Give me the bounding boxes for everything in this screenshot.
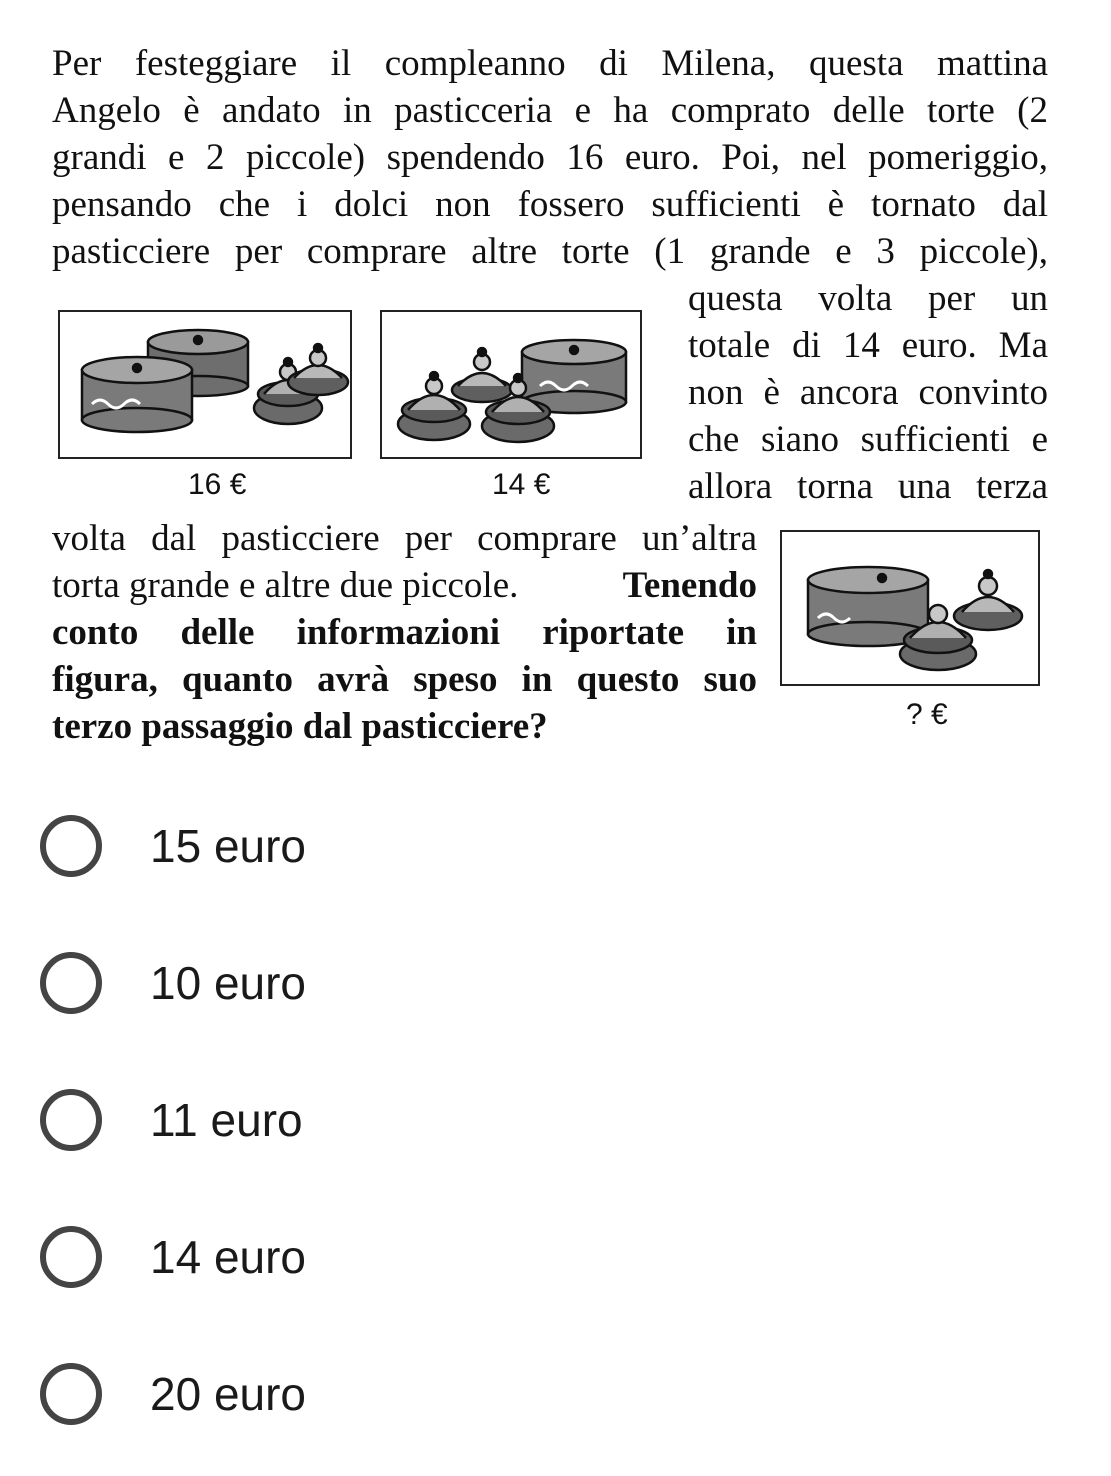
question-line-3: grandi e 2 piccole) spendendo 16 euro. Poi, nel pomeriggio, — [52, 137, 1048, 178]
radio-button[interactable] — [40, 1363, 102, 1425]
figure-cakes-unknown — [780, 530, 1040, 686]
figure-cakes-14 — [380, 310, 642, 459]
option-10-euro[interactable] — [40, 943, 306, 1023]
question-line-2: Angelo è andato in pasticceria e ha comprato delle torte (2 — [52, 90, 1048, 131]
option-label: 10 euro — [150, 957, 307, 1009]
figure-2-caption: 14 € — [492, 468, 551, 501]
question-line-12-wrapper — [52, 562, 757, 609]
option-14-euro[interactable] — [40, 1217, 306, 1297]
option-20-euro[interactable] — [40, 1354, 306, 1434]
option-label: 14 euro — [150, 1231, 307, 1283]
question-line-14: figura, quanto avrà speso in questo suo — [52, 659, 757, 700]
figure-1-caption: 16 € — [188, 468, 247, 501]
option-11-euro[interactable] — [40, 1080, 303, 1160]
option-15-euro[interactable] — [40, 806, 306, 886]
question-line-7: totale di 14 euro. Ma — [688, 325, 1048, 366]
question-line-9: che siano sufficienti e — [688, 419, 1048, 460]
question-line-10: allora torna una terza — [688, 466, 1048, 507]
question-line-12: torta grande e altre due piccole. — [52, 565, 519, 606]
figure-cakes-16 — [58, 310, 352, 459]
radio-button[interactable] — [40, 1089, 102, 1151]
question-line-8: non è ancora convinto — [688, 372, 1048, 413]
cakes-illustration-1 — [60, 312, 350, 457]
question-text-top — [52, 40, 1048, 275]
radio-button[interactable] — [40, 1226, 102, 1288]
question-line-6: questa volta per un — [688, 278, 1048, 319]
question-line-15: terzo passaggio dal pasticciere? — [52, 706, 548, 747]
question-line-1: Per festeggiare il compleanno di Milena, questa mattina — [52, 43, 1048, 84]
question-text-lower — [52, 515, 757, 750]
question-line-13: conto delle informazioni riportate in — [52, 612, 757, 653]
question-line-4: pensando che i dolci non fossero sufficienti è tornato dal — [52, 184, 1048, 225]
option-label: 15 euro — [150, 820, 307, 872]
radio-button[interactable] — [40, 815, 102, 877]
question-line-5: pasticciere per comprare altre torte (1 grande e 3 piccole), — [52, 231, 1048, 272]
option-label: 20 euro — [150, 1368, 307, 1420]
radio-button[interactable] — [40, 952, 102, 1014]
cakes-illustration-3 — [782, 532, 1038, 684]
question-text-right — [688, 275, 1048, 510]
cakes-illustration-2 — [382, 312, 640, 457]
figure-3-caption: ? € — [906, 698, 948, 731]
question-bold-inline: Tenendo — [622, 565, 757, 606]
option-label: 11 euro — [150, 1094, 303, 1146]
question-line-11: volta dal pasticciere per comprare un’altra — [52, 518, 757, 559]
